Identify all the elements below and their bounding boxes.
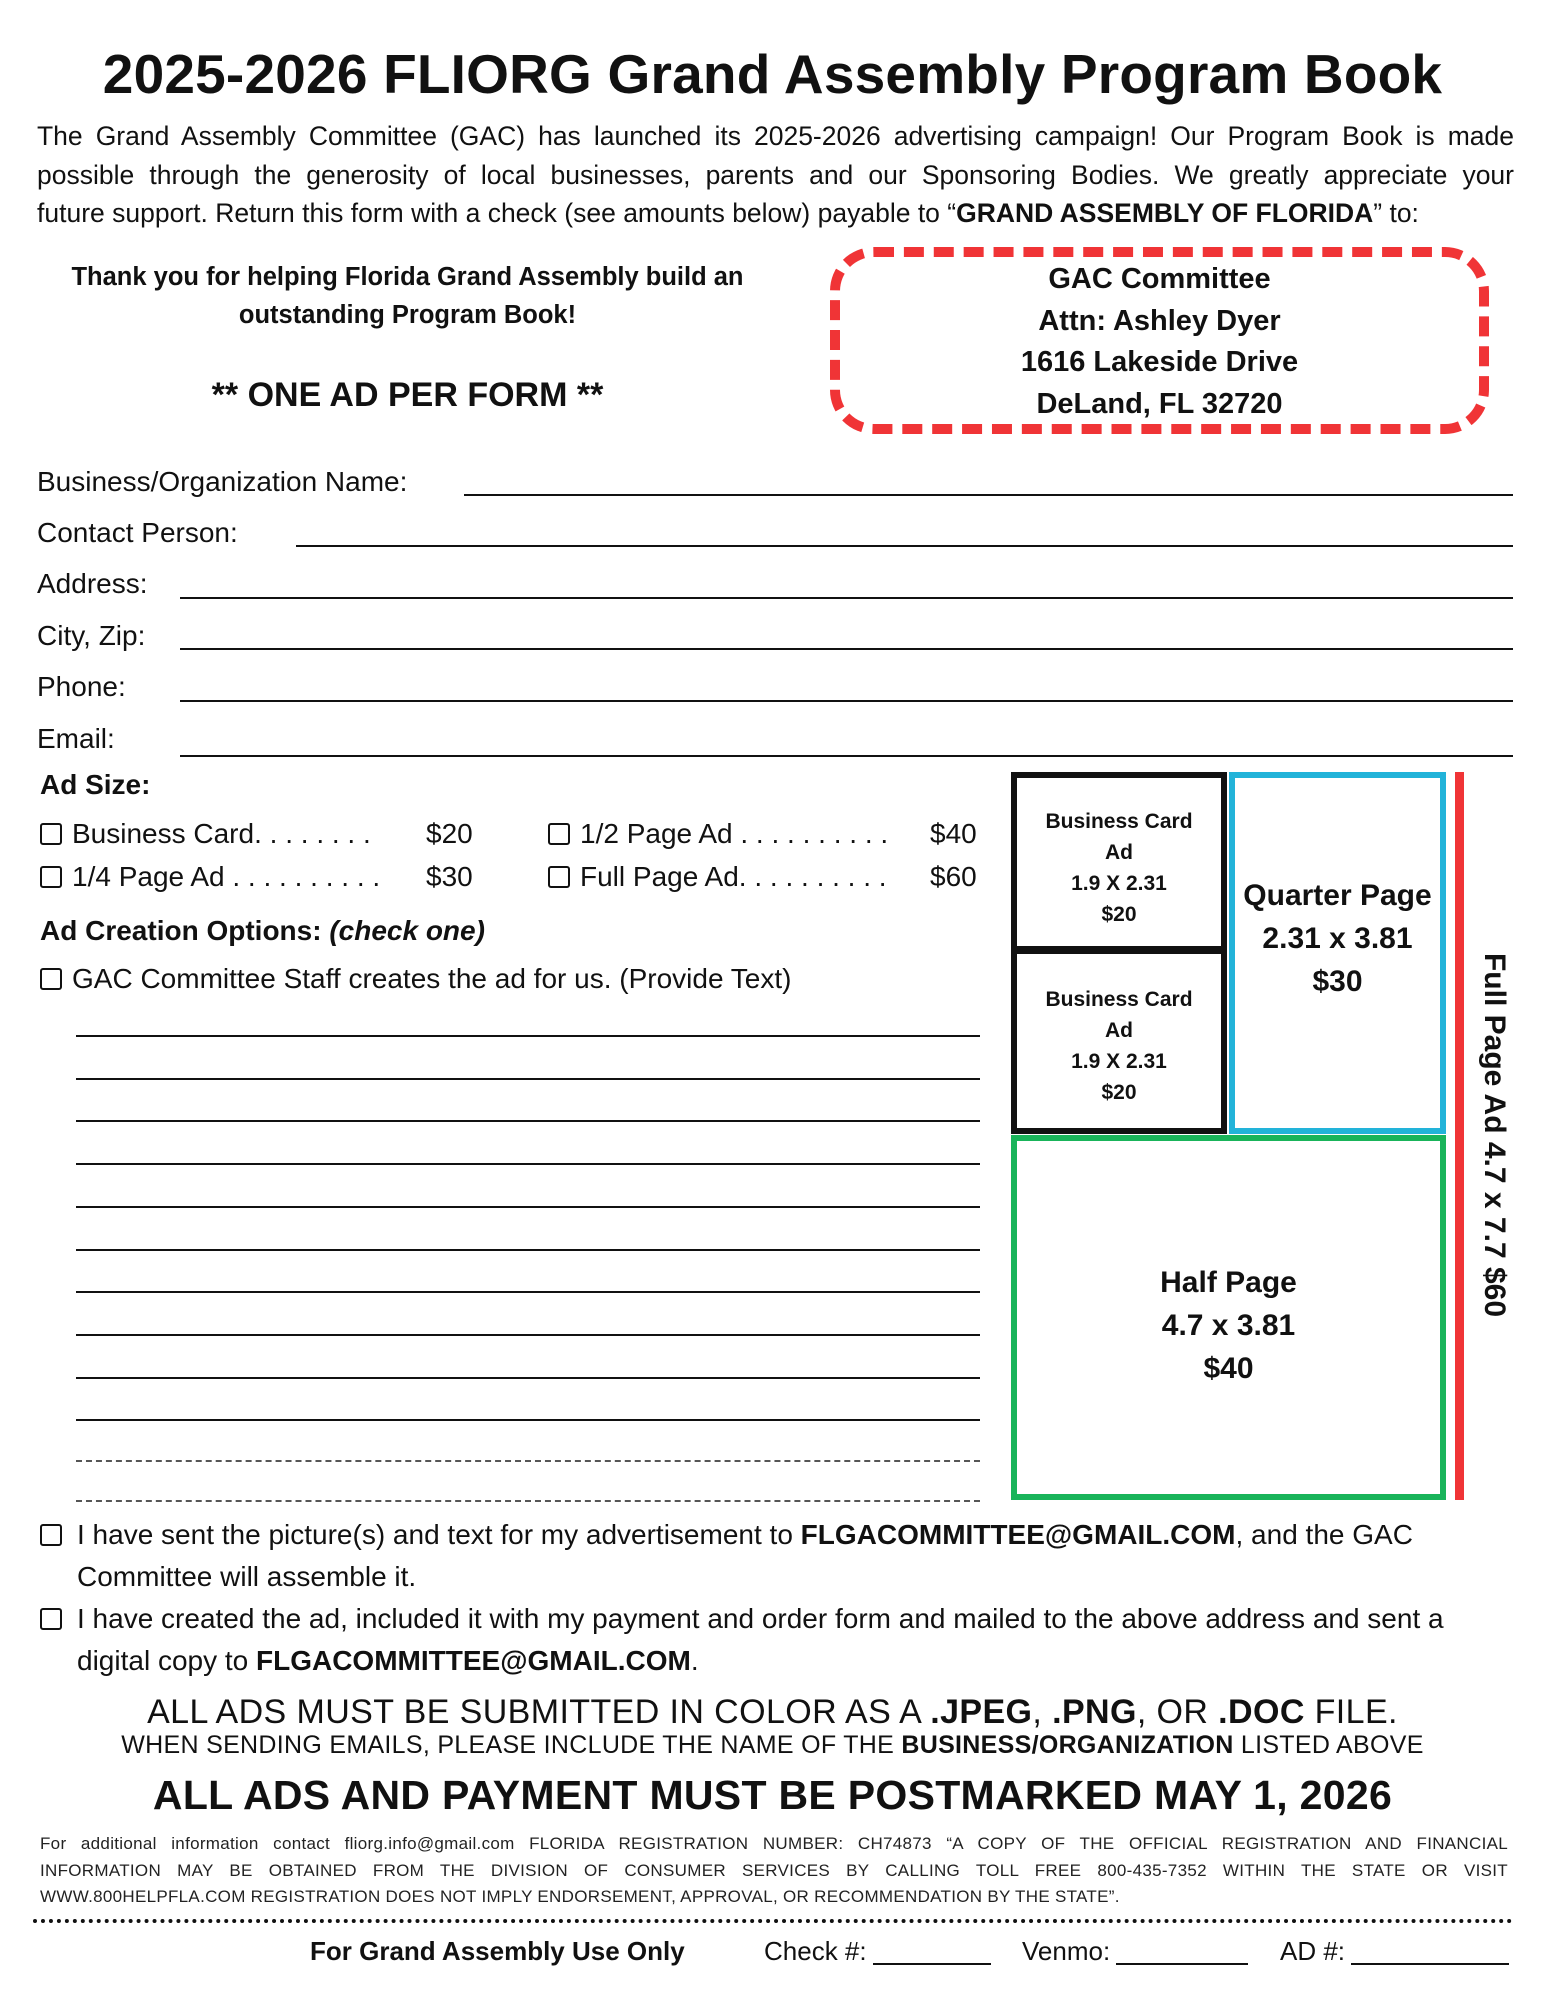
full-page-ad-bar [1455, 772, 1464, 1500]
ad-text-line[interactable] [76, 1206, 980, 1208]
payee-name: GRAND ASSEMBLY OF FLORIDA [956, 198, 1374, 228]
address-label: Address: [37, 568, 148, 599]
checkbox[interactable] [548, 866, 570, 888]
email-label: Email: [37, 723, 115, 754]
submission-option-mailed[interactable]: I have created the ad, included it with my payment and order form and mailed to the above address and sent a digital copy to FLGACOMMITTEE@GMAIL.COM. [40, 1598, 1490, 1682]
business-card-ad-diagram: Business Card Ad 1.9 X 2.31 $20 [1011, 772, 1227, 952]
phone-label: Phone: [37, 671, 126, 702]
intro-paragraph [37, 117, 1514, 233]
ad-size-option-business-card[interactable]: Business Card. . . . . . . . $20 [40, 818, 480, 850]
city-zip-field[interactable] [180, 648, 1513, 650]
half-page-ad-diagram: Half Page 4.7 x 3.81 $40 [1011, 1135, 1446, 1500]
ad-size-option-quarter-page[interactable]: 1/4 Page Ad . . . . . . . . . . $30 [40, 861, 480, 893]
contact-person-field[interactable] [296, 545, 1513, 547]
ad-text-line[interactable] [76, 1500, 980, 1502]
email-requirement: WHEN SENDING EMAILS, PLEASE INCLUDE THE NAME OF THE BUSINESS/ORGANIZATION LISTED ABOVE [121, 1731, 1424, 1759]
quarter-page-ad-diagram: Quarter Page 2.31 x 3.81 $30 [1229, 772, 1446, 1134]
business-name-label: Business/Organization Name: [37, 466, 408, 497]
address-street: 1616 Lakeside Drive [1020, 346, 1299, 378]
gac-email: FLGACOMMITTEE@GMAIL.COM [800, 1519, 1236, 1550]
office-use-title: For Grand Assembly Use Only [310, 1936, 685, 1966]
ad-text-line[interactable] [76, 1035, 980, 1037]
ad-size-option-half-page[interactable]: 1/2 Page Ad . . . . . . . . . . $40 [548, 818, 988, 850]
ad-text-line[interactable] [76, 1419, 980, 1421]
checkbox[interactable] [40, 823, 62, 845]
contact-person-label: Contact Person: [37, 517, 238, 548]
checkbox[interactable] [40, 968, 62, 990]
business-card-ad-diagram: Business Card Ad 1.9 X 2.31 $20 [1011, 948, 1227, 1134]
full-page-ad-label: Full Page Ad 4.7 x 7.7 $60 [1478, 952, 1511, 1318]
phone-field[interactable] [180, 700, 1513, 702]
check-number-field[interactable]: Check #: [764, 1936, 991, 1967]
checkbox[interactable] [40, 1608, 62, 1630]
address-city: DeLand, FL 32720 [1036, 387, 1283, 420]
ad-text-line[interactable] [76, 1291, 980, 1293]
intro-line-1: The Grand Assembly Committee (GAC) has launched its 2025-2026 advertising campaign! Our Program Book is made [37, 121, 1514, 151]
mailing-address [830, 259, 1489, 425]
intro-line-2: possible through the generosity of local businesses, parents and our Sponsoring Bodies. We greatly appreciate your [37, 159, 1514, 190]
venmo-field[interactable]: Venmo: [1022, 1936, 1248, 1967]
page-title: 2025-2026 FLIORG Grand Assembly Program Book [102, 43, 1443, 105]
address-attn: Attn: Ashley Dyer [1038, 304, 1281, 337]
checkbox[interactable] [40, 1524, 62, 1546]
ad-size-heading: Ad Size: [40, 769, 151, 800]
ad-creation-option-staff[interactable]: GAC Committee Staff creates the ad for us. (Provide Text) [40, 963, 791, 995]
postmark-deadline: ALL ADS AND PAYMENT MUST BE POSTMARKED MAY 1, 2026 [152, 1772, 1393, 1818]
ad-text-line[interactable] [76, 1120, 980, 1122]
ad-text-line[interactable] [76, 1460, 980, 1462]
address-field[interactable] [180, 597, 1513, 599]
business-name-field[interactable] [464, 494, 1513, 496]
city-zip-label: City, Zip: [37, 620, 146, 651]
ad-creation-heading: Ad Creation Options: (check one) [40, 915, 485, 946]
ad-text-line[interactable] [76, 1078, 980, 1080]
one-ad-notice: ** ONE AD PER FORM ** [211, 376, 604, 414]
ad-number-field[interactable]: AD #: [1280, 1936, 1509, 1967]
address-recipient: GAC Committee [1048, 263, 1271, 295]
ad-text-line[interactable] [76, 1163, 980, 1165]
gac-email: FLGACOMMITTEE@GMAIL.COM [256, 1645, 691, 1676]
intro-line-3: future support. Return this form with a check (see amounts below) payable to “GRAND ASSEMBLY OF FLORIDA” to: [37, 198, 1419, 228]
ad-text-line[interactable] [76, 1377, 980, 1379]
ad-text-line[interactable] [76, 1249, 980, 1251]
email-field[interactable] [180, 755, 1513, 757]
checkbox[interactable] [548, 823, 570, 845]
ad-size-option-full-page[interactable]: Full Page Ad. . . . . . . . . . $60 [548, 861, 988, 893]
registration-disclaimer: For additional information contact fliorg.info@gmail.com FLORIDA REGISTRATION NUMBER: CH74873 “A COPY OF THE OFFICIAL REGISTRATION AND FINANCIAL INFORMATION MAY BE OBTAINED FROM THE DIVISION OF CONSUMER SERVICES BY CALLING TOLL FREE 800-435-7352 WITHIN THE STATE OR VISIT WWW.800HELPFLA.COM REGISTRATION DOES NOT IMPLY ENDORSEMENT, APPROVAL, OR RECOMMENDATION BY THE STATE”. [40, 1834, 1508, 1906]
cut-line [33, 1919, 1513, 1923]
ad-text-line[interactable] [76, 1334, 980, 1336]
thank-you-message: Thank you for helping Florida Grand Assembly build an outstanding Program Book! [71, 263, 744, 329]
submission-option-email[interactable]: I have sent the picture(s) and text for my advertisement to FLGACOMMITTEE@GMAIL.COM, and the GAC Committee will assemble it. [40, 1514, 1490, 1598]
checkbox[interactable] [40, 866, 62, 888]
file-format-requirement: ALL ADS MUST BE SUBMITTED IN COLOR AS A .JPEG, .PNG, OR .DOC FILE. [147, 1693, 1398, 1731]
